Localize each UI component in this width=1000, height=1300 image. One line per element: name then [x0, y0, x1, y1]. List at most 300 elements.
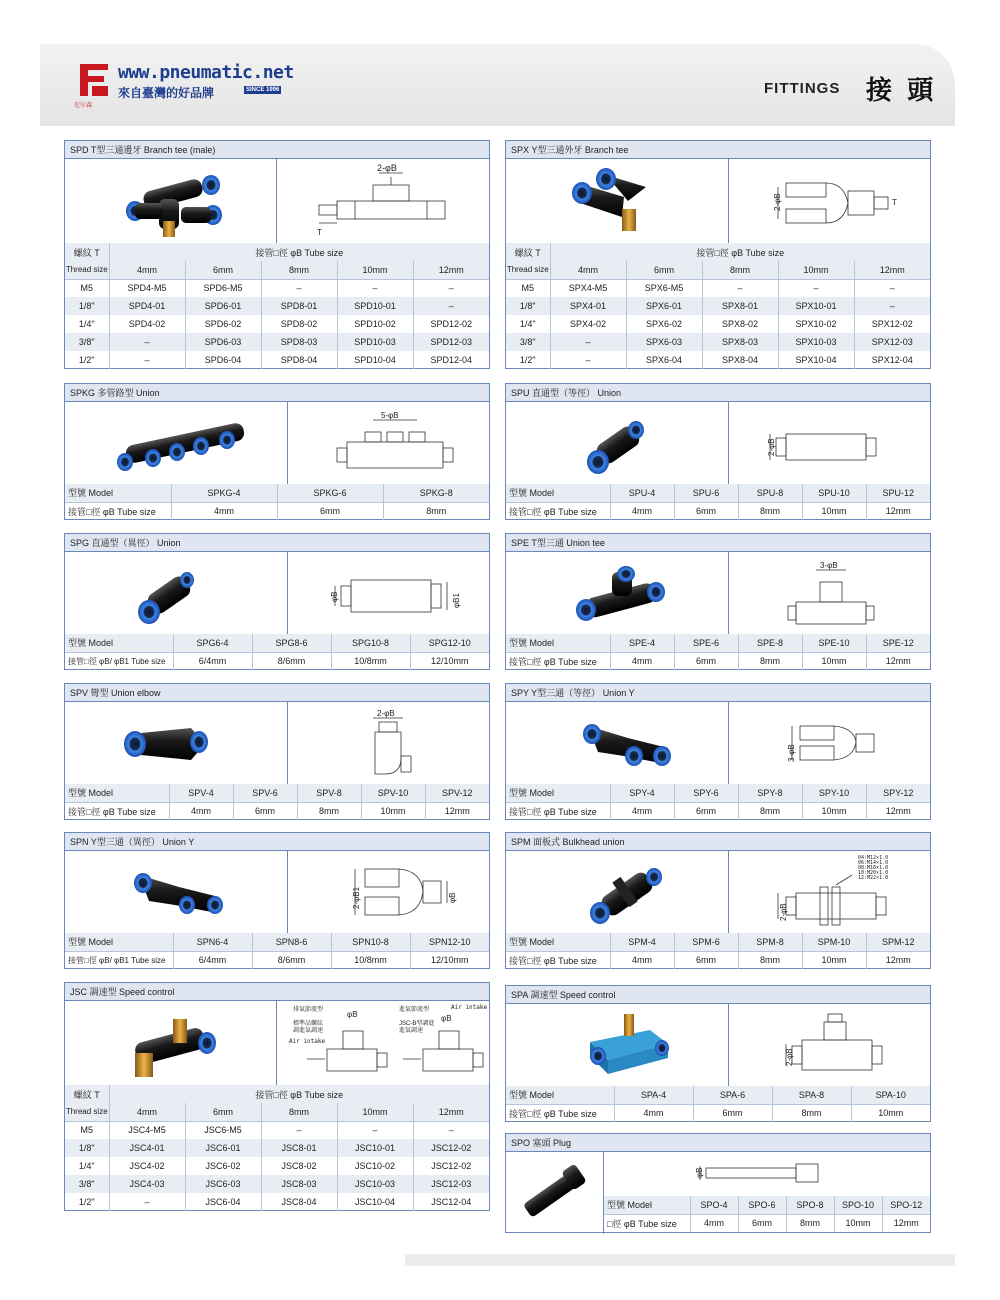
thread-cell: 3/8": [65, 1175, 109, 1193]
size-cell: 10/8mm: [331, 951, 410, 969]
table-row: [65, 333, 489, 351]
size-cell: 12mm: [885, 955, 911, 966]
spv-fitting-image: [121, 714, 221, 774]
size-header: 10mm: [337, 1103, 413, 1121]
model-cell: SPE-12: [866, 634, 930, 652]
page-title-zh: 接 頭: [866, 75, 938, 105]
tube-size-label: □徑 φB Tube size: [604, 1214, 690, 1232]
model-cell: SPY-12: [866, 784, 930, 802]
spy-spec-table: [506, 784, 930, 820]
thread-cell: 1/8": [65, 1139, 109, 1157]
table-row: [65, 1121, 489, 1139]
spkg-fitting-image: [115, 412, 255, 476]
tube-size-label: 接管□徑 φB Tube size: [506, 502, 610, 520]
model-cell: JSC10-02: [337, 1157, 413, 1175]
size-cell: 10mm: [802, 802, 866, 820]
model-label: 型號 Model: [506, 784, 610, 802]
size-header: 12mm: [413, 1103, 489, 1121]
spa-technical-drawing: [776, 1008, 896, 1088]
model-cell: SPD8-02: [261, 315, 337, 333]
tube-size-label: 接管□徑 φB Tube size: [109, 243, 489, 261]
spu-dim: 2-φB: [767, 438, 776, 456]
size-header: 6mm: [185, 261, 261, 279]
size-header: 8mm: [702, 261, 778, 279]
panel-title: SPN Y型三通（異徑） Union Y: [65, 833, 489, 851]
table-row: [65, 1139, 489, 1157]
panel-title: SPKG 多管路型 Union: [65, 384, 489, 402]
panel-title: SPX Y型三通外牙 Branch tee: [506, 141, 930, 159]
size-header: 10mm: [778, 261, 854, 279]
footer-bar: [405, 1254, 955, 1266]
model-cell: SPD10-04: [337, 351, 413, 369]
model-cell: SPD6-02: [185, 315, 261, 333]
spe-technical-drawing: [786, 558, 876, 634]
spm-thread-note: 08:M16×1.0: [858, 865, 889, 871]
model-cell: SPD4-02: [109, 315, 185, 333]
spv-spec-table: [65, 784, 489, 820]
thread-label: 螺紋 T: [65, 243, 109, 261]
model-cell: SPX10-03: [778, 333, 854, 351]
thread-cell: 1/2": [506, 351, 550, 369]
size-cell: 6mm: [233, 802, 297, 820]
size-cell: 8mm: [738, 951, 802, 969]
thread-cell: 1/4": [65, 315, 109, 333]
size-cell: 4mm: [610, 652, 674, 670]
model-cell: JSC8-03: [261, 1175, 337, 1193]
product-panel-spy: [505, 683, 931, 820]
spg-fitting-image: [129, 562, 209, 632]
size-cell: 10/8mm: [331, 652, 410, 670]
size-cell: 10mm: [802, 502, 866, 520]
panel-title: SPO 塞頭 Plug: [506, 1134, 930, 1152]
product-panel-spe: [505, 533, 931, 670]
tube-size-label: 接管□徑 φB Tube size: [550, 243, 930, 261]
model-cell: –: [337, 1121, 413, 1139]
jsc-note-jscb2: 進氣調速: [399, 1028, 424, 1034]
size-header: 6mm: [185, 1103, 261, 1121]
thread-cell: 3/8": [506, 333, 550, 351]
model-cell: SPY-10: [802, 784, 866, 802]
model-cell: JSC10-04: [337, 1193, 413, 1211]
spm-technical-drawing: [770, 855, 920, 935]
model-cell: SPV-4: [169, 784, 233, 802]
size-cell: 4mm: [690, 1214, 738, 1232]
model-cell: SPN6-4: [173, 933, 252, 951]
model-cell: SPM-10: [802, 933, 866, 951]
model-cell: SPO-6: [738, 1196, 786, 1214]
model-cell: SPD6-03: [185, 333, 261, 351]
spu-technical-drawing: [766, 410, 886, 482]
spd-dim-top: 2-φB: [377, 163, 397, 173]
brand-logo-icon: [76, 62, 112, 98]
model-cell: –: [550, 351, 626, 369]
spu-fitting-image: [578, 412, 658, 482]
model-cell: JSC6-01: [185, 1139, 261, 1157]
model-cell: SPE-10: [802, 634, 866, 652]
model-cell: SPU-4: [610, 484, 674, 502]
model-cell: SPX6-01: [626, 297, 702, 315]
model-cell: SPD8-03: [261, 333, 337, 351]
spm-spec-table: [506, 933, 930, 969]
model-cell: SPN12-10: [410, 933, 489, 951]
spe-spec-table: [506, 634, 930, 670]
model-cell: SPG10-8: [331, 634, 410, 652]
size-cell: 4mm: [171, 502, 277, 520]
table-row: [65, 297, 489, 315]
model-cell: JSC12-04: [431, 1197, 472, 1207]
size-cell: 10mm: [834, 1214, 882, 1232]
jsc-air-intake: Air intake: [289, 1038, 326, 1045]
size-header: 12mm: [413, 261, 489, 279]
spn-dim-b: φB: [448, 892, 457, 903]
model-cell: JSC4-03: [109, 1175, 185, 1193]
jsc-spec-table: [65, 1085, 489, 1211]
spd-spec-table: [65, 243, 489, 369]
model-cell: SPX10-04: [778, 351, 854, 369]
model-cell: SPM-4: [610, 933, 674, 951]
model-cell: –: [854, 297, 930, 315]
spg-dim-b: φB1: [452, 593, 461, 608]
size-cell: 4mm: [169, 802, 233, 820]
model-cell: JSC10-03: [337, 1175, 413, 1193]
model-cell: SPX4-02: [550, 315, 626, 333]
model-cell: –: [889, 283, 895, 294]
jsc-note-intake: 進氣節流型: [399, 1007, 430, 1013]
model-label: 型號 Model: [65, 634, 173, 652]
size-header: 6mm: [626, 261, 702, 279]
model-cell: SPD10-01: [337, 297, 413, 315]
spa-spec-table: [506, 1086, 930, 1122]
panel-title: JSC 調速型 Speed control: [65, 983, 489, 1001]
size-header: 4mm: [109, 261, 185, 279]
spa-fitting-image: [580, 1008, 680, 1082]
size-cell: 8/6mm: [252, 951, 331, 969]
model-cell: JSC8-04: [261, 1193, 337, 1211]
spo-spec-table: [604, 1196, 930, 1232]
spx-dim-side: 2-φB: [773, 193, 782, 211]
panel-title: SPM 面板式 Bulkhead union: [506, 833, 930, 851]
model-cell: SPU-12: [866, 484, 930, 502]
spy-technical-drawing: [776, 712, 886, 786]
model-cell: SPU-10: [802, 484, 866, 502]
tube-size-label: 接管□徑 φB Tube size: [109, 1085, 489, 1103]
spd-fitting-image: [115, 171, 235, 241]
size-header: 4mm: [550, 261, 626, 279]
model-cell: SPD12-04: [430, 355, 473, 365]
brand-tagline: 來自臺灣的好品牌: [118, 86, 215, 100]
model-cell: SPY-8: [738, 784, 802, 802]
model-cell: SPD10-02: [337, 315, 413, 333]
model-cell: –: [109, 351, 185, 369]
product-panel-spa: [505, 985, 931, 1122]
model-cell: SPD6-01: [185, 297, 261, 315]
size-cell: 10mm: [802, 951, 866, 969]
panel-title: SPU 直通型（等徑） Union: [506, 384, 930, 402]
model-cell: –: [448, 1125, 454, 1136]
product-panel-spm: [505, 832, 931, 969]
thread-cell: M5: [65, 279, 109, 297]
model-cell: SPV-8: [297, 784, 361, 802]
size-cell: 4mm: [610, 502, 674, 520]
size-cell: 10mm: [361, 802, 425, 820]
size-header: 8mm: [261, 1103, 337, 1121]
model-cell: JSC6-03: [185, 1175, 261, 1193]
table-row: [506, 315, 930, 333]
size-cell: 12mm: [885, 806, 911, 817]
model-cell: SPD6-M5: [185, 279, 261, 297]
model-cell: SPY-4: [610, 784, 674, 802]
spn-fitting-image: [129, 861, 229, 927]
model-cell: SPD8-01: [261, 297, 337, 315]
thread-cell: 1/8": [65, 297, 109, 315]
spkg-dim: 5-φB: [381, 411, 399, 420]
model-cell: –: [109, 1193, 185, 1211]
table-row: [65, 279, 489, 297]
model-cell: SPO-12: [882, 1196, 930, 1214]
jsc-dim-2: φB: [441, 1014, 452, 1023]
thread-cell: 3/8": [65, 333, 109, 351]
spg-spec-table: [65, 634, 489, 670]
panel-title: SPV 彎型 Union elbow: [65, 684, 489, 702]
model-cell: SPV-12: [425, 784, 489, 802]
model-cell: JSC6-02: [185, 1157, 261, 1175]
model-cell: SPG6-4: [173, 634, 252, 652]
spo-fitting-image: [512, 1160, 598, 1226]
size-cell: 4mm: [610, 951, 674, 969]
thread-label: 螺紋 T: [65, 1085, 109, 1103]
model-cell: SPA-6: [693, 1086, 772, 1104]
size-cell: 6mm: [277, 502, 383, 520]
spm-dim: 2-φB: [779, 903, 788, 921]
model-cell: SPM-8: [738, 933, 802, 951]
spd-dim-side: T: [317, 228, 322, 237]
size-cell: 12mm: [885, 656, 911, 667]
model-cell: SPX10-02: [778, 315, 854, 333]
thread-label: 螺紋 T: [506, 243, 550, 261]
size-header: 8mm: [261, 261, 337, 279]
model-cell: SPU-8: [738, 484, 802, 502]
spx-technical-drawing: [766, 165, 916, 243]
spn-spec-table: [65, 933, 489, 969]
jsc-note-jscb: JSC-B型調進: [399, 1021, 435, 1027]
jsc-fitting-image: [115, 1009, 235, 1085]
product-panel-spn: [64, 832, 490, 969]
size-cell: 4mm: [610, 802, 674, 820]
size-cell: 6/4mm: [173, 652, 252, 670]
size-cell: 6mm: [674, 652, 738, 670]
model-cell: SPX12-02: [871, 319, 913, 329]
size-cell: 8mm: [738, 652, 802, 670]
size-cell: 6mm: [738, 1214, 786, 1232]
model-cell: SPX8-03: [702, 333, 778, 351]
model-cell: –: [413, 297, 489, 315]
size-header: 4mm: [109, 1103, 185, 1121]
product-panel-spu: [505, 383, 931, 520]
table-row: [65, 315, 489, 333]
spx-dim-t: T: [892, 198, 897, 207]
model-cell: SPA-4: [614, 1086, 693, 1104]
model-cell: JSC12-03: [413, 1175, 489, 1193]
spx-spec-table: [506, 243, 930, 369]
tube-size-label: 接管□徑 φB/ φB1 Tube size: [65, 652, 173, 670]
size-cell: 8mm: [426, 506, 447, 517]
model-label: 型號 Model: [65, 484, 171, 502]
spn-dim-a: 2-φB1: [352, 886, 361, 909]
model-cell: SPX6-03: [626, 333, 702, 351]
model-cell: JSC4-M5: [109, 1121, 185, 1139]
size-header: 10mm: [337, 261, 413, 279]
model-cell: JSC8-01: [261, 1139, 337, 1157]
model-cell: SPN10-8: [331, 933, 410, 951]
model-label: 型號 Model: [604, 1196, 690, 1214]
model-cell: SPE-4: [610, 634, 674, 652]
thread-label-en: Thread size: [65, 261, 109, 279]
tube-size-label: 接管□徑 φB Tube size: [506, 652, 610, 670]
model-cell: SPE-6: [674, 634, 738, 652]
spv-technical-drawing: [355, 708, 435, 784]
model-cell: SPO-4: [690, 1196, 738, 1214]
thread-cell: 1/4": [506, 315, 550, 333]
tube-size-label: 接管□徑 φB/ φB1 Tube size: [65, 951, 173, 969]
model-cell: SPM-6: [674, 933, 738, 951]
thread-cell: 1/4": [65, 1157, 109, 1175]
panel-title: SPE T型三通 Union tee: [506, 534, 930, 552]
model-cell: JSC6-M5: [185, 1121, 261, 1139]
jsc-note-std2: 調進氣調速: [293, 1028, 324, 1034]
spn-technical-drawing: [337, 857, 457, 935]
model-cell: –: [778, 279, 854, 297]
spe-dim: 3-φB: [820, 561, 838, 570]
model-cell: SPE-8: [738, 634, 802, 652]
model-cell: –: [550, 333, 626, 351]
size-cell: 8mm: [772, 1104, 851, 1122]
jsc-note-std: 標準品螺紋: [293, 1021, 324, 1027]
model-cell: SPD4-M5: [109, 279, 185, 297]
model-cell: JSC12-02: [431, 1161, 472, 1171]
table-row: [65, 1193, 489, 1211]
size-cell: 6mm: [674, 951, 738, 969]
model-cell: SPKG-8: [383, 484, 489, 502]
model-cell: JSC6-04: [185, 1193, 261, 1211]
size-cell: 8mm: [297, 802, 361, 820]
model-cell: SPV-6: [233, 784, 297, 802]
jsc-technical-drawing: [279, 1003, 491, 1085]
model-label: 型號 Model: [65, 784, 169, 802]
model-cell: SPX8-02: [702, 315, 778, 333]
model-cell: –: [448, 283, 454, 294]
model-label: 型號 Model: [65, 933, 173, 951]
tube-size-label: 接管□徑 φB Tube size: [65, 502, 171, 520]
thread-cell: 1/2": [65, 351, 109, 369]
table-row: [506, 279, 930, 297]
size-cell: 12mm: [885, 506, 911, 517]
panel-title: SPD T型三通邊牙 Branch tee (male): [65, 141, 489, 159]
thread-cell: M5: [506, 279, 550, 297]
model-cell: SPX6-04: [626, 351, 702, 369]
size-cell: 12mm: [893, 1218, 919, 1229]
model-cell: SPO-10: [834, 1196, 882, 1214]
spm-thread-note: 06:M14×1.0: [858, 860, 889, 866]
model-cell: –: [337, 279, 413, 297]
model-cell: –: [261, 279, 337, 297]
product-panel-spv: [64, 683, 490, 820]
model-cell: SPX12-04: [871, 355, 913, 365]
table-row: [506, 351, 930, 369]
size-header: 12mm: [854, 261, 930, 279]
jsc-dim: φB: [347, 1010, 358, 1019]
page-title-en: FITTINGS: [764, 80, 841, 97]
product-panel-spx: [505, 140, 931, 369]
panel-title: SPG 直通型（異徑） Union: [65, 534, 489, 552]
spm-thread-note: 12:M22×1.0: [858, 875, 889, 881]
jsc-air-intake-2: Air intake: [451, 1004, 488, 1011]
model-cell: SPA-10: [851, 1086, 930, 1104]
model-cell: SPN8-6: [252, 933, 331, 951]
brand-url[interactable]: www.pneumatic.net: [118, 62, 294, 83]
spe-fitting-image: [572, 560, 672, 632]
spy-fitting-image: [578, 712, 678, 778]
model-cell: –: [261, 1121, 337, 1139]
product-panel-spo: [505, 1133, 931, 1233]
model-cell: SPX6-02: [626, 315, 702, 333]
table-row: [506, 333, 930, 351]
size-cell: 8mm: [738, 502, 802, 520]
spm-thread-note: 04:M12×1.0: [858, 855, 889, 861]
model-cell: SPD12-02: [430, 319, 473, 329]
model-cell: SPG12-10: [410, 634, 489, 652]
model-cell: JSC4-02: [109, 1157, 185, 1175]
size-cell: 10mm: [878, 1108, 904, 1119]
brand-since-badge: SINCE 1996: [246, 87, 280, 93]
table-row: [65, 1157, 489, 1175]
product-panel-jsc: [64, 982, 490, 1211]
spv-dim: 2-φB: [377, 709, 395, 718]
model-cell: SPKG-4: [171, 484, 277, 502]
model-cell: SPX8-01: [702, 297, 778, 315]
model-cell: SPG8-6: [252, 634, 331, 652]
model-cell: SPD8-04: [261, 351, 337, 369]
tube-size-label: 接管□徑 φB Tube size: [506, 1104, 614, 1122]
model-cell: –: [702, 279, 778, 297]
product-panel-spd: [64, 140, 490, 369]
model-cell: SPX8-04: [702, 351, 778, 369]
size-cell: 12mm: [444, 806, 470, 817]
model-cell: SPD4-01: [109, 297, 185, 315]
jsc-note-exhaust: 排氣節流型: [293, 1007, 324, 1013]
spg-technical-drawing: [325, 560, 461, 632]
tube-size-label: 接管□徑 φB Tube size: [65, 802, 169, 820]
model-cell: SPD10-03: [337, 333, 413, 351]
spy-dim: 3-φB: [787, 744, 796, 762]
table-row: [506, 297, 930, 315]
spx-fitting-image: [566, 167, 666, 241]
spkg-spec-table: [65, 484, 489, 520]
thread-cell: M5: [65, 1121, 109, 1139]
size-cell: 6mm: [674, 802, 738, 820]
size-cell: 10mm: [802, 652, 866, 670]
spd-technical-drawing: [315, 163, 465, 243]
size-cell: 12/10mm: [430, 656, 469, 667]
model-cell: SPV-10: [361, 784, 425, 802]
model-cell: SPM-12: [866, 933, 930, 951]
spo-technical-drawing: [686, 1156, 826, 1196]
model-label: 型號 Model: [506, 1086, 614, 1104]
model-cell: JSC8-02: [261, 1157, 337, 1175]
panel-title: SPA 調速型 Speed control: [506, 986, 930, 1004]
model-label: 型號 Model: [506, 484, 610, 502]
model-cell: SPD6-04: [185, 351, 261, 369]
table-row: [65, 1175, 489, 1193]
